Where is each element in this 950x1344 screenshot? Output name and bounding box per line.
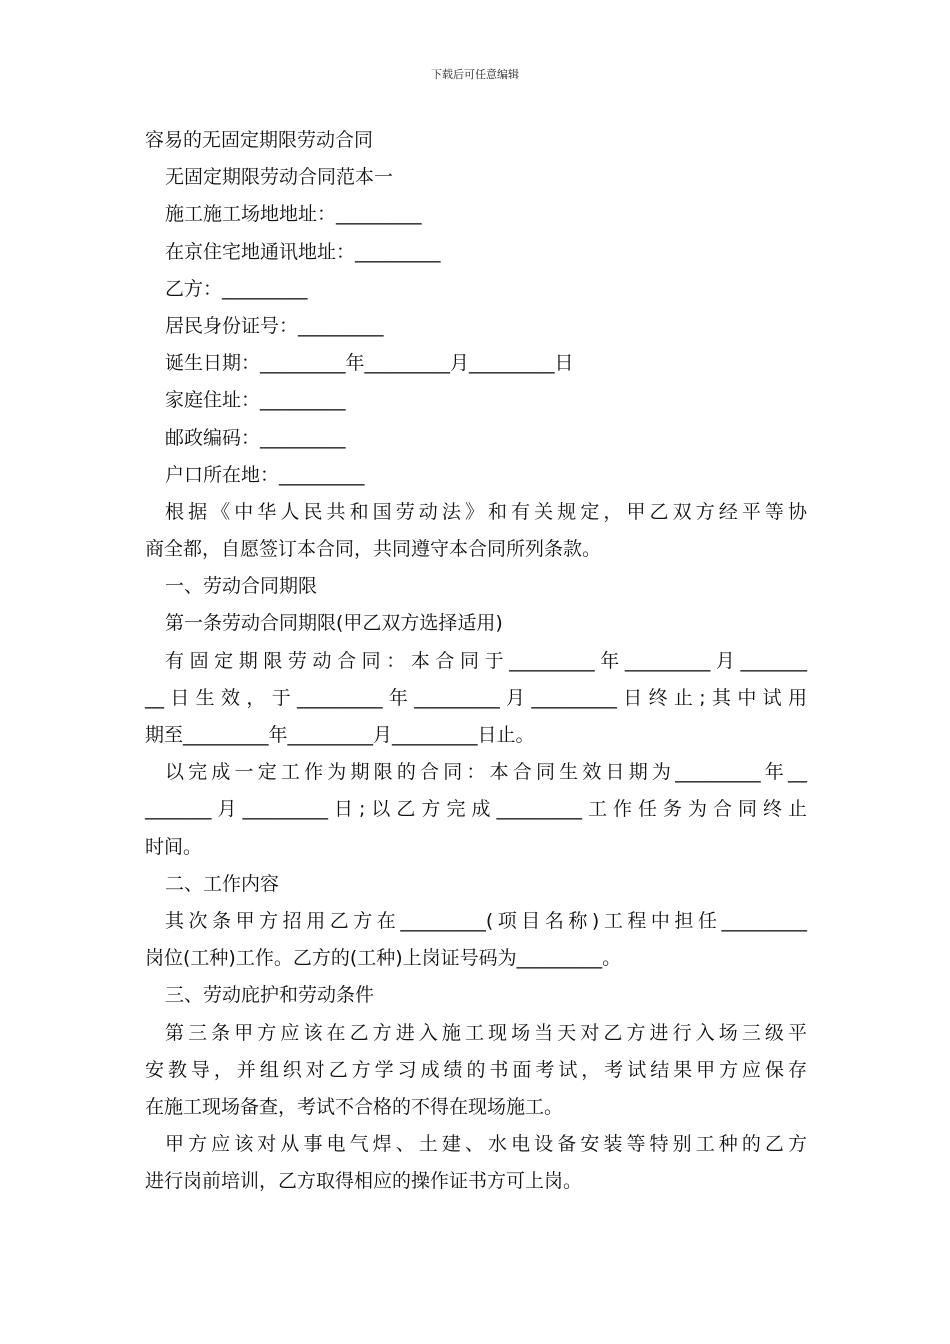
field-site-address: 施工施工场地地址：_________ [165, 203, 422, 226]
section-heading: 二、工作内容 [165, 872, 280, 895]
paragraph-line: 根据《中华人民共和国劳动法》和有关规定，甲乙双方经平等协 [165, 500, 807, 523]
section-heading: 一、劳动合同期限 [165, 575, 318, 598]
paragraph-line: 期至_________年_________月_________日止。 [145, 724, 535, 746]
document-body [145, 122, 807, 1200]
field-home-address: 家庭住址：_________ [165, 389, 346, 412]
field-household-location: 户口所在地：_________ [165, 463, 365, 486]
paragraph-line: 有固定期限劳动合同：本合同于_________年_________月_______ [165, 649, 807, 672]
document-title: 容易的无固定期限劳动合同 [145, 129, 374, 151]
paragraph-line: 甲方应该对从事电气焊、土建、水电设备安装等特别工种的乙方 [165, 1133, 807, 1156]
section-heading: 三、劳动庇护和劳动条件 [165, 984, 375, 1007]
article-heading: 第一条劳动合同期限(甲乙双方选择适用) [165, 612, 503, 635]
paragraph-line: 以完成一定工作为期限的合同：本合同生效日期为_________年__ [165, 761, 807, 784]
contract-subtitle: 无固定期限劳动合同范本一 [165, 166, 394, 189]
field-party-b: 乙方：_________ [165, 277, 308, 300]
paragraph-line: 第三条甲方应该在乙方进入施工现场当天对乙方进行入场三级平 [165, 1021, 807, 1044]
field-mailing-address: 在京住宅地通讯地址：_________ [165, 240, 441, 263]
paragraph-line: 安教导，并组织对乙方学习成绩的书面考试，考试结果甲方应保存 [145, 1058, 807, 1081]
field-birth-date: 诞生日期：_________年_________月_________日 [165, 352, 574, 375]
page-header: 下载后可任意编辑 [431, 68, 519, 81]
paragraph-line: 商全都，自愿签订本合同，共同遵守本合同所列条款。 [145, 538, 602, 561]
paragraph-line: 在施工现场备查，考试不合格的不得在现场施工。 [145, 1095, 564, 1118]
paragraph-line: _______月_________日;以乙方完成_________工作任务为合同终止 [145, 798, 807, 821]
paragraph-line: 进行岗前培训，乙方取得相应的操作证书方可上岗。 [145, 1170, 583, 1193]
paragraph-line: 岗位(工种)工作。乙方的(工种)上岗证号码为_________。 [145, 947, 622, 970]
paragraph-line: 其次条甲方招用乙方在_________(项目名称)工程中担任_________ [165, 909, 807, 932]
paragraph-line: __日生效，于_________年_________月_________日终止;其中试用 [145, 686, 807, 709]
field-postal-code: 邮政编码：_________ [165, 426, 346, 449]
field-id-number: 居民身份证号：_________ [165, 314, 384, 337]
paragraph-line: 时间。 [145, 835, 203, 858]
